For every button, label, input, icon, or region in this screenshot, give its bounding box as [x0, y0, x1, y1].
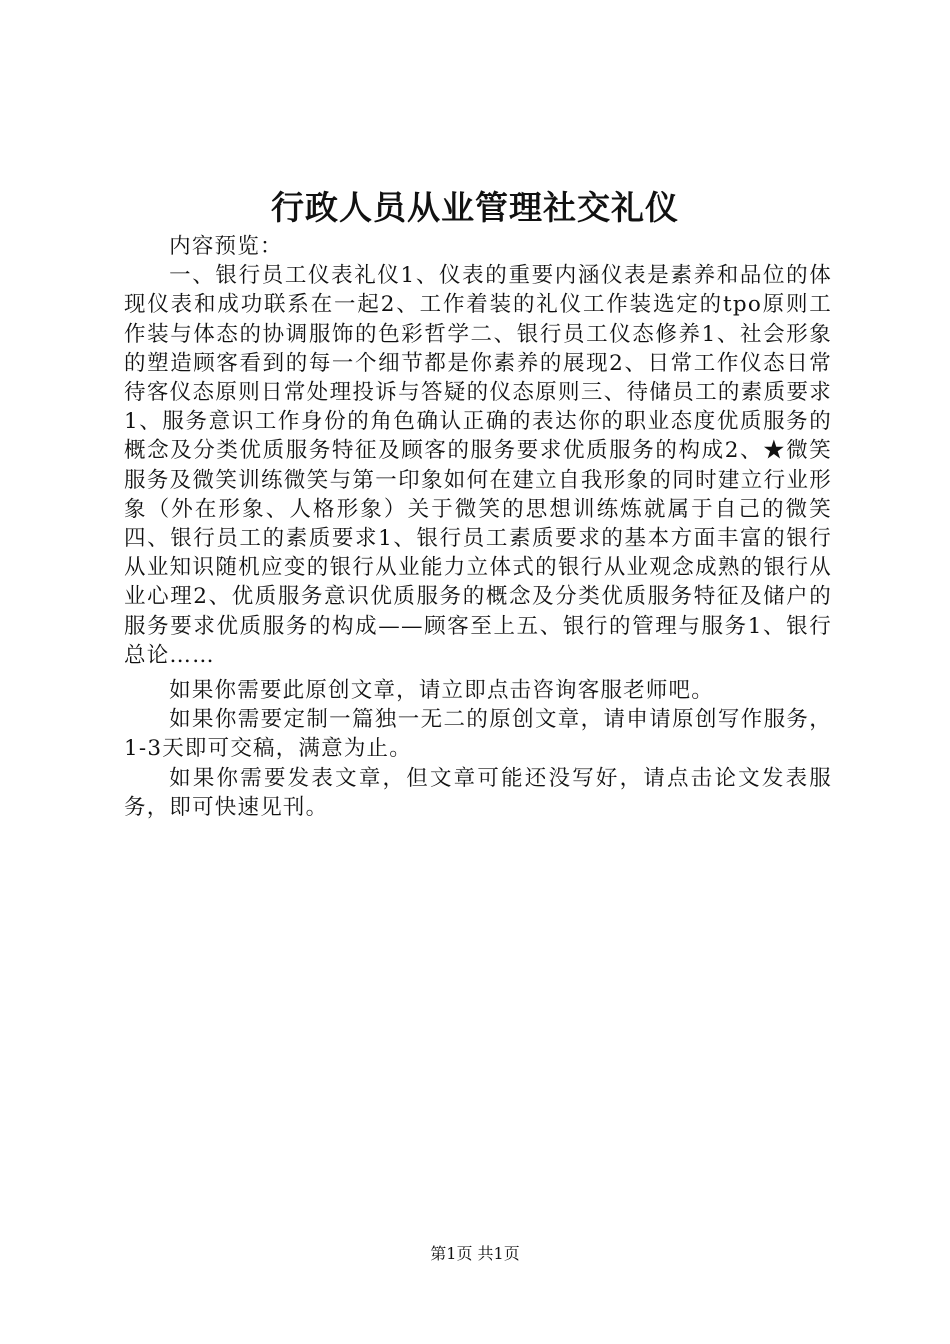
- preview-label: 内容预览：: [169, 234, 283, 259]
- custom-writing-paragraph: 如果你需要定制一篇独一无二的原创文章，请申请原创写作服务，1-3天即可交稿，满意为止。: [124, 707, 832, 762]
- document-title: 行政人员从业管理社交礼仪: [271, 188, 679, 227]
- consult-paragraph: 如果你需要此原创文章，请立即点击咨询客服老师吧。: [169, 678, 714, 704]
- page-footer: 第1页 共1页: [430, 1244, 520, 1263]
- document-body: [124, 232, 832, 822]
- preview-paragraph: 一、银行员工仪表礼仪1、仪表的重要内涵仪表是素养和品位的体现仪表和成功联系在一起2、工作着装的礼仪工作装选定的tpo原则工作装与体态的协调服饰的色彩哲学二、银行员工仪态修养1、社会形象的塑造顾客看到的每一个细节都是你素养的展现2、日常工作仪态日常待客仪态原则日常处理投诉与答疑的仪态原则三、待储员工的素质要求1、服务意识工作身份的角色确认正确的表达你的职业态度优质服务的概念及分类优质服务特征及顾客的服务要求优质服务的构成2、★微笑服务及微笑训练微笑与第一印象如何在建立自我形象的同时建立行业形象（外在形象、人格形象）关于微笑的思想训练炼就属于自己的微笑四、银行员工的素质要求1、银行员工素质要求的基本方面丰富的银行从业知识随机应变的银行从业能力立体式的银行从业观念成熟的银行从业心理2、优质服务意识优质服务的概念及分类优质服务特征及储户的服务要求优质服务的构成——顾客至上五、银行的管理与服务1、银行总论……: [124, 263, 832, 668]
- publish-paragraph: 如果你需要发表文章，但文章可能还没写好，请点击论文发表服务，即可快速见刊。: [124, 765, 832, 820]
